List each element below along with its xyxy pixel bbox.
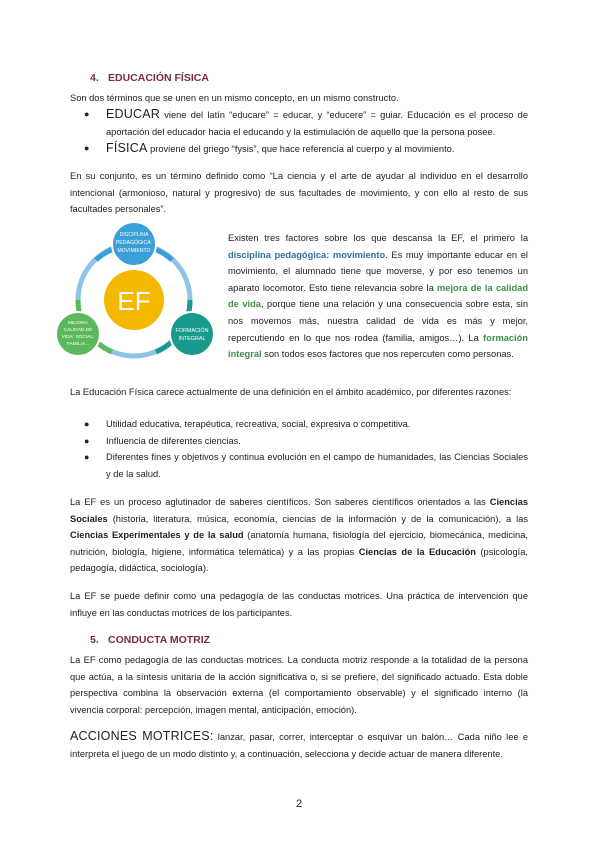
definition-bullets [70, 106, 528, 158]
bullet-fisica: ● FÍSICA proviene del griego “fysis”, que hace referencia al cuerpo y al movimiento. [84, 141, 455, 156]
bullet-dot-icon: ● [84, 419, 90, 429]
razones-bullets [70, 416, 528, 482]
bullet-educar: ● EDUCAR viene del latín “educare” = educar, y “educere” = guiar. Educación es el proceso de aportación del educador hacia el educando y la estimulación de aquello que la persona posee. [84, 107, 528, 137]
node-left-line-2: CALIDAD DE [63, 328, 93, 333]
node-left-line-3: VIDA: SOCIAL, [61, 335, 95, 340]
section-number: 4. [90, 72, 99, 84]
bullet-dot-icon: ● [84, 452, 90, 463]
node-right-line-1: FORMACIÓN [175, 328, 209, 334]
page-number: 2 [296, 798, 303, 810]
intro-paragraph: Son dos términos que se unen en un mismo concepto, en un mismo constructo. [70, 93, 399, 103]
highlight-formacion-integral: formación integral [228, 332, 528, 360]
node-top-line-1: DISCIPLINA [119, 232, 149, 238]
bullet-dot-icon: ● [84, 143, 90, 154]
acciones-term: ACCIONES MOTRICES: [70, 729, 214, 743]
aglutinador-paragraph: La EF es un proceso aglutinador de saberes científicos. Son saberes científicos orientados a las Ciencias Sociales (historia, literatura, música, economía, ciencias de la información y de la comunicación), a las Ciencias Experimentales y de la salud (anatomía humana, fisiología del ejercicio, biomecánica, medicina, nutrición, biología, higiene, informática telemática) y a las propias Ciencias de la Educación (psicología, pedagogía, didáctica, sociología). [70, 497, 528, 574]
highlight-disciplina: disciplina pedagógica: movimiento [228, 249, 386, 260]
node-right [170, 312, 214, 356]
conducta-paragraph: La EF como pedagogía de las conductas motrices. La conducta motriz responde a la totalidad de la persona que actúa, a la síntesis unitaria de la acción significativa o, si se prefiere, del significado actuado. Esta doble perspectiva combina la observación externa (el comportamiento observable) y el significado interno (la vivencia corporal: percepción, imagen mental, anticipación, emoción). [70, 655, 528, 715]
conjunto-paragraph: En su conjunto, es un término definido como “La ciencia y el arte de ayudar al individuo en el desarrollo intencional (armonioso, natural y progresivo) de sus facultades de movimiento, y con ello al resto de sus facultades personales”. [70, 171, 528, 215]
bullet-dot-icon: ● [84, 109, 90, 119]
node-top-line-3: MOVIMIENTO [117, 248, 151, 254]
razon-item: ● Diferentes fines y objetivos y continua evolución en el campo de humanidades, las Ciencias Sociales y de la salud. [70, 449, 528, 482]
node-left [56, 312, 100, 356]
highlight-calidad-vida: mejora de la calidad de vida [228, 282, 529, 310]
section-4-heading [70, 72, 209, 84]
pedagogia-paragraph: La EF se puede definir como una pedagogía de las conductas motrices. Una práctica de intervención que influye en las conductas motrices de los participantes. [70, 591, 528, 618]
definicion-intro-paragraph: La Educación Física carece actualmente de una definición en el ámbito académico, por diferentes razones: [70, 387, 512, 397]
node-right-line-2: INTEGRAL [178, 336, 206, 342]
section-number: 5. [90, 634, 99, 646]
section-title: EDUCACIÓN FÍSICA [108, 72, 209, 84]
ef-factors-diagram [56, 220, 226, 370]
bullet-dot-icon: ● [84, 435, 90, 446]
acciones-paragraph: ACCIONES MOTRICES: lanzar, pasar, correr, interceptar o esquivar un balón… Cada niño lee e interpreta el juego de un modo distinto y, a continuación, selecciona y decide actuar de manera diferente. [70, 729, 528, 759]
section-title: CONDUCTA MOTRIZ [108, 634, 211, 646]
node-left-line-4: FAMILIA... [66, 342, 90, 347]
node-left-line-1: MEJORA [68, 321, 88, 326]
node-top-line-2: PEDAGÓGICA: [115, 240, 153, 246]
factors-paragraph: Existen tres factores sobre los que descansa la EF, el primero la disciplina pedagógica: movimiento. Es muy importante educar en el movimiento, el alumnado tiene que moverse, y por eso tenemos un aparato locomotor. Esto tiene relevancia sobre la mejora de la calidad de vida, porque tiene una relación y una consecuencia sobre esta, sin nos movemos más, nuestra calidad de vida es más y mejor, repercutiendo en lo que nos rodea (familia, amigos…). La formación integral son todos esos factores que nos repercuten como personas. [228, 233, 529, 360]
center-ef-label: EF [117, 286, 151, 316]
section-5-heading [70, 634, 210, 646]
razon-item: ● Influencia de diferentes ciencias. [70, 433, 528, 450]
razon-item: ● Utilidad educativa, terapéutica, recreativa, social, expresiva o competitiva. [70, 416, 528, 433]
